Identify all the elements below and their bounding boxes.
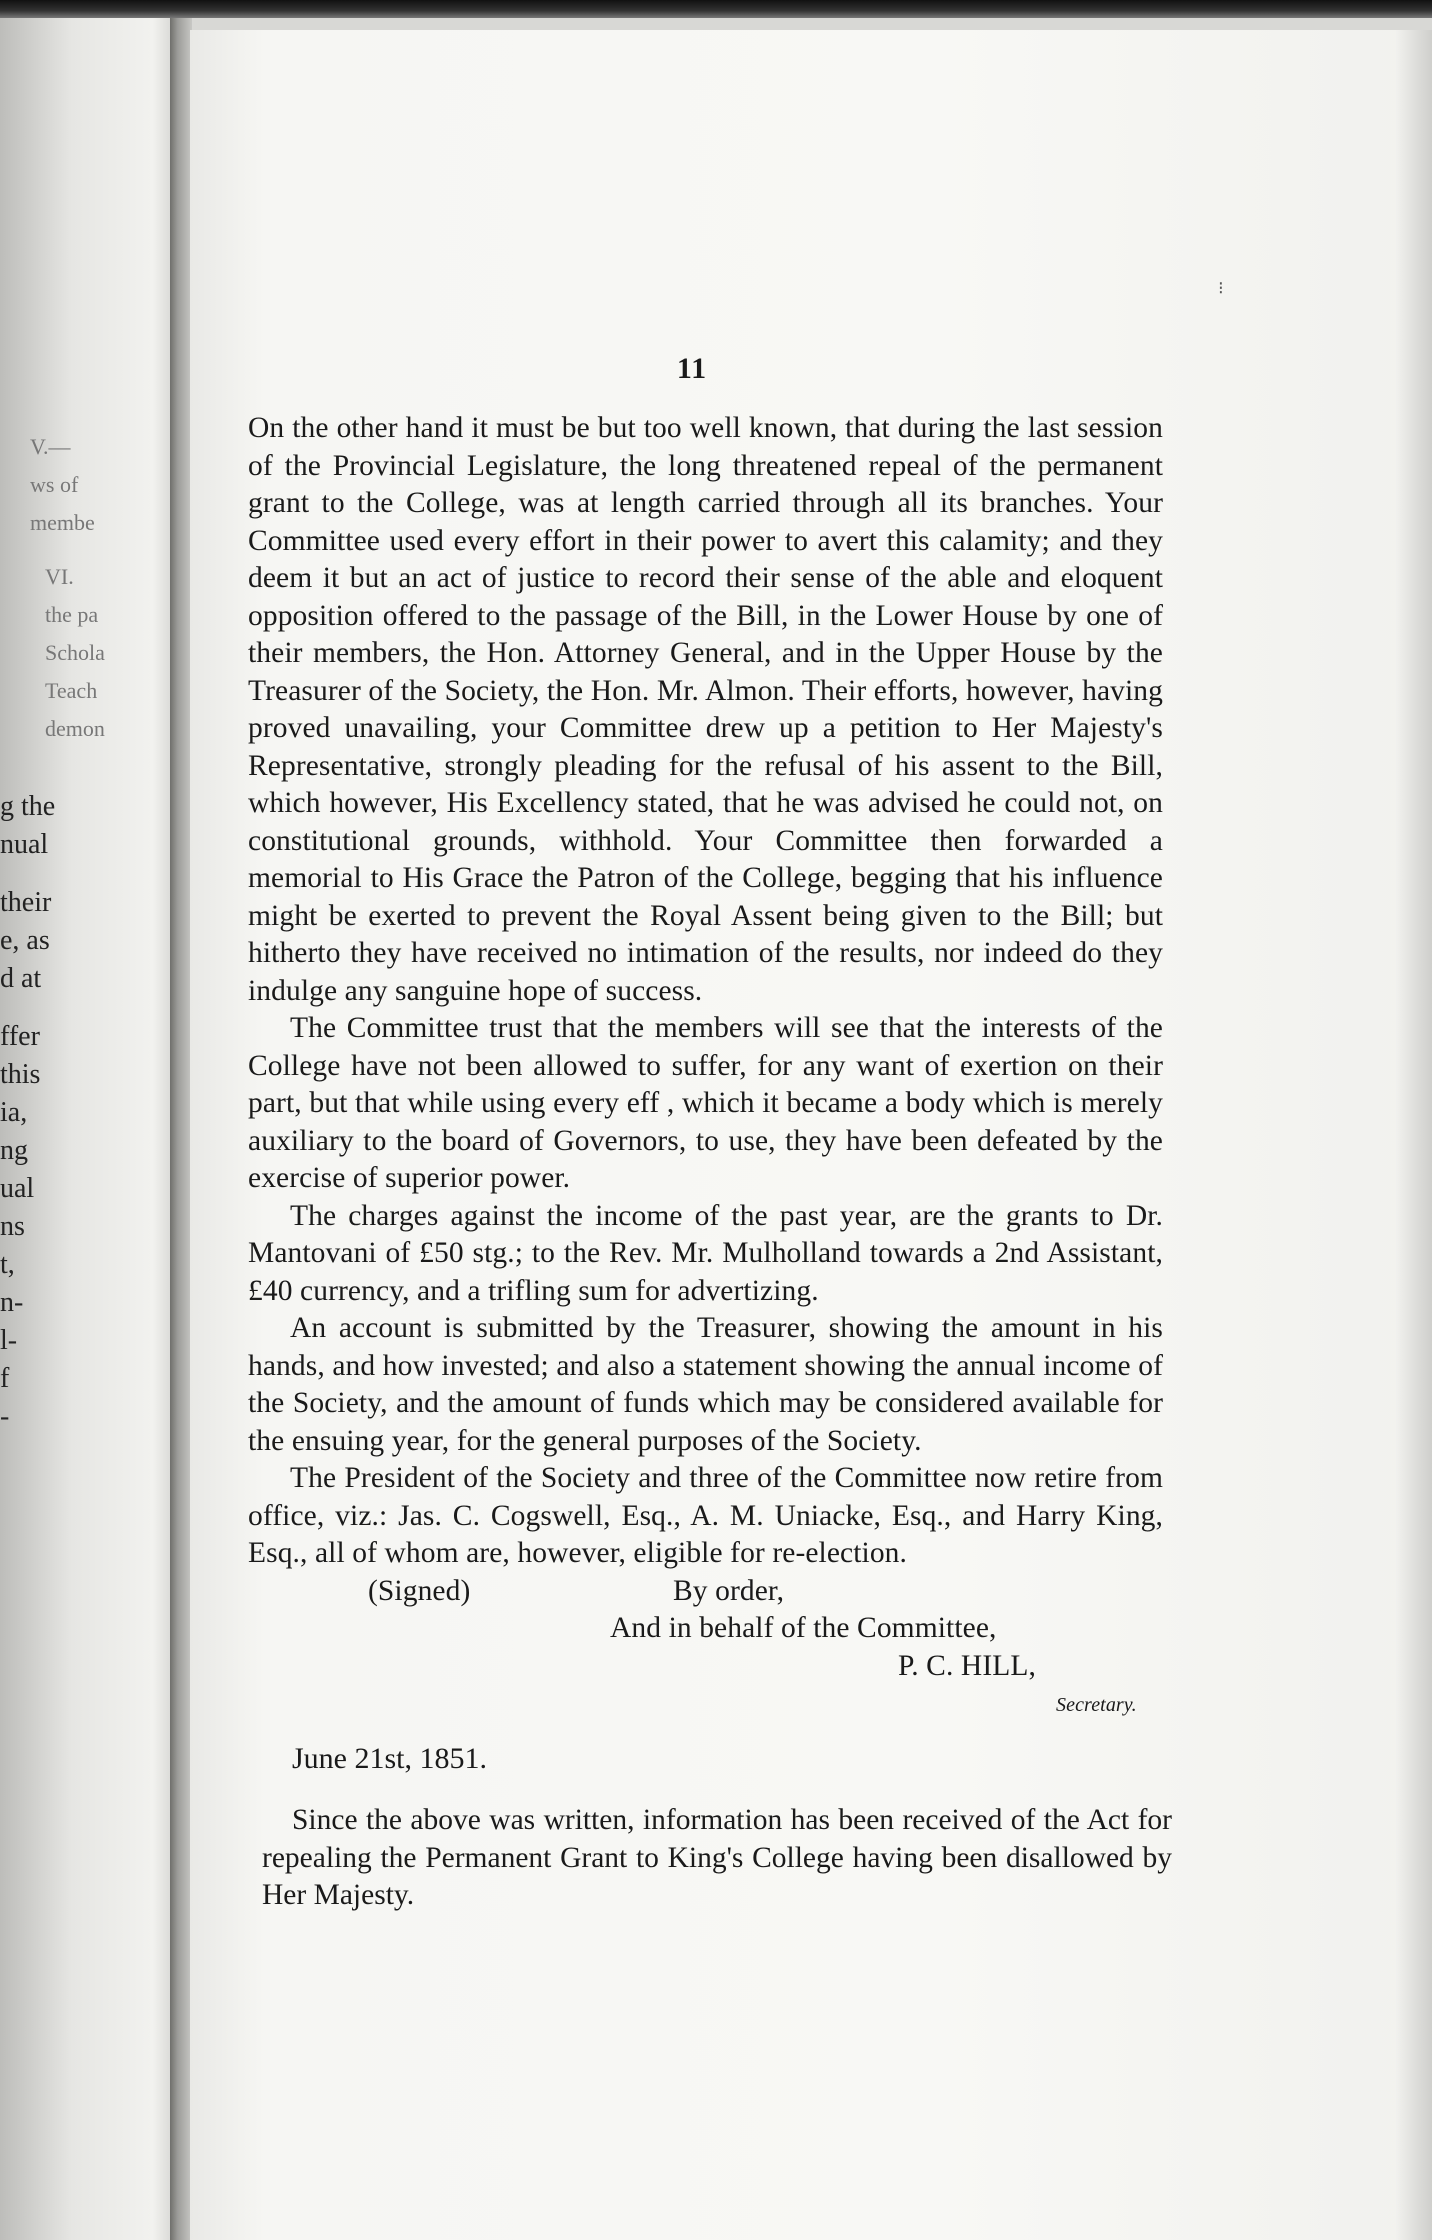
- previous-page-fragment: membe: [30, 510, 95, 535]
- paragraph-repeal: On the other hand it must be but too well known, that during the last session of the Provincial Legislature, the long threatened repeal of the permanent grant to the College, was at length carried through all its branches. Your Committee used every effort in their power to avert this calamity; and they deem it but an act of justice to record their sense of the able and eloquent opposition offered to the passage of the Bill, in the Lower House by one of their members, the Hon. Attorney General, and in the Upper House by the Treasurer of the Society, the Hon. Mr. Almon. Their efforts, however, having proved unavailing, your Committee drew up a petition to Her Majesty's Representative, strongly pleading for the refusal of his assent to the Bill, which however, His Excellency stated, that he was advised he could not, on constitutional grounds, withhold. Your Committee then forwarded a memorial to His Grace the Patron of the College, begging that his influence might be exerted to prevent the Royal Assent being given to the Bill; but hitherto they have received no intimation of the results, nor indeed do they indulge any sanguine hope of success.: [248, 412, 1163, 1007]
- previous-page-fragment: f: [0, 1363, 10, 1394]
- previous-page-fragment: ns: [0, 1211, 25, 1242]
- previous-page-fragment: -: [0, 1401, 10, 1432]
- previous-page-fragment: ffer: [0, 1021, 40, 1052]
- previous-page-fragment: n-: [0, 1287, 24, 1318]
- date: June 21st, 1851.: [292, 1742, 487, 1775]
- page-right-edge: [1396, 30, 1432, 2240]
- previous-page-fragment: t,: [0, 1249, 15, 1280]
- previous-page-fragment: l-: [0, 1325, 18, 1356]
- previous-page-fragment: V.—: [30, 434, 71, 459]
- signature-line-3: [248, 1648, 1163, 1686]
- on-behalf-label: And in behalf of the Committee,: [610, 1612, 997, 1644]
- signature-line-2: [248, 1610, 1163, 1648]
- previous-page-fragment: the pa: [45, 602, 99, 627]
- previous-page-fragment: nual: [0, 829, 49, 860]
- previous-page-fragment: their: [0, 887, 52, 918]
- page-number: 11: [676, 352, 708, 385]
- previous-page-fragment: VI.: [45, 564, 74, 589]
- signature-line-1: [248, 1573, 1163, 1611]
- previous-page-fragment: ual: [0, 1173, 35, 1204]
- previous-page-fragment: ng: [0, 1135, 28, 1166]
- previous-page-fragment: Schola: [45, 640, 105, 665]
- secretary-name: P. C. HILL,: [898, 1649, 1036, 1682]
- paragraph-committee-trust: The Committee trust that the members will see that the interests of the College have not been allowed to suffer, for any want of exertion on their part, but that while using every eff , which it became a body which is merely auxiliary to the board of Governors, to use, they have been defeated by the exercise of superior power.: [248, 1012, 1163, 1194]
- paragraph-charges: The charges against the income of the past year, are the grants to Dr. Mantovani of £50 stg.; to the Rev. Mr. Mulholland towards a 2nd Assistant, £40 currency, and a trifling sum for advertizing.: [248, 1199, 1163, 1307]
- previous-page-fragment: ws of: [30, 472, 79, 497]
- signature-line-4: [248, 1685, 1163, 1715]
- page-speck-mark: ⁝: [1218, 278, 1224, 299]
- postscript: Since the above was written, information has been received of the Act for repealing the Permanent Grant to King's College having been disallowed by Her Majesty.: [262, 1804, 1172, 1911]
- by-order-label: By order,: [673, 1574, 785, 1607]
- scanner-frame-top: [0, 0, 1432, 18]
- previous-page-fragment: demon: [45, 716, 105, 741]
- previous-page-fragment: ia,: [0, 1097, 28, 1128]
- previous-page-fragment: this: [0, 1059, 41, 1090]
- previous-page-fragment: Teach: [45, 678, 98, 703]
- previous-page-fragment: e, as: [0, 925, 50, 956]
- paragraph-retirement: The President of the Society and three of the Committee now retire from office, viz.: Jas. C. Cogswell, Esq., A. M. Uniacke, Esq., and Harry King, Esq., all of whom are, however, eligible for re-election.: [248, 1462, 1163, 1569]
- body-text: [248, 410, 1163, 1715]
- previous-page-fragment: g the: [0, 791, 56, 822]
- signed-label: (Signed): [368, 1574, 471, 1607]
- secretary-title: Secretary.: [1056, 1694, 1137, 1716]
- paragraph-account: An account is submitted by the Treasurer, showing the amount in his hands, and how invested; and also a statement showing the annual income of the Society, and the amount of funds which may be considered available for the ensuing year, for the general purposes of the Society.: [248, 1312, 1163, 1457]
- previous-page-fragment: d at: [0, 963, 42, 994]
